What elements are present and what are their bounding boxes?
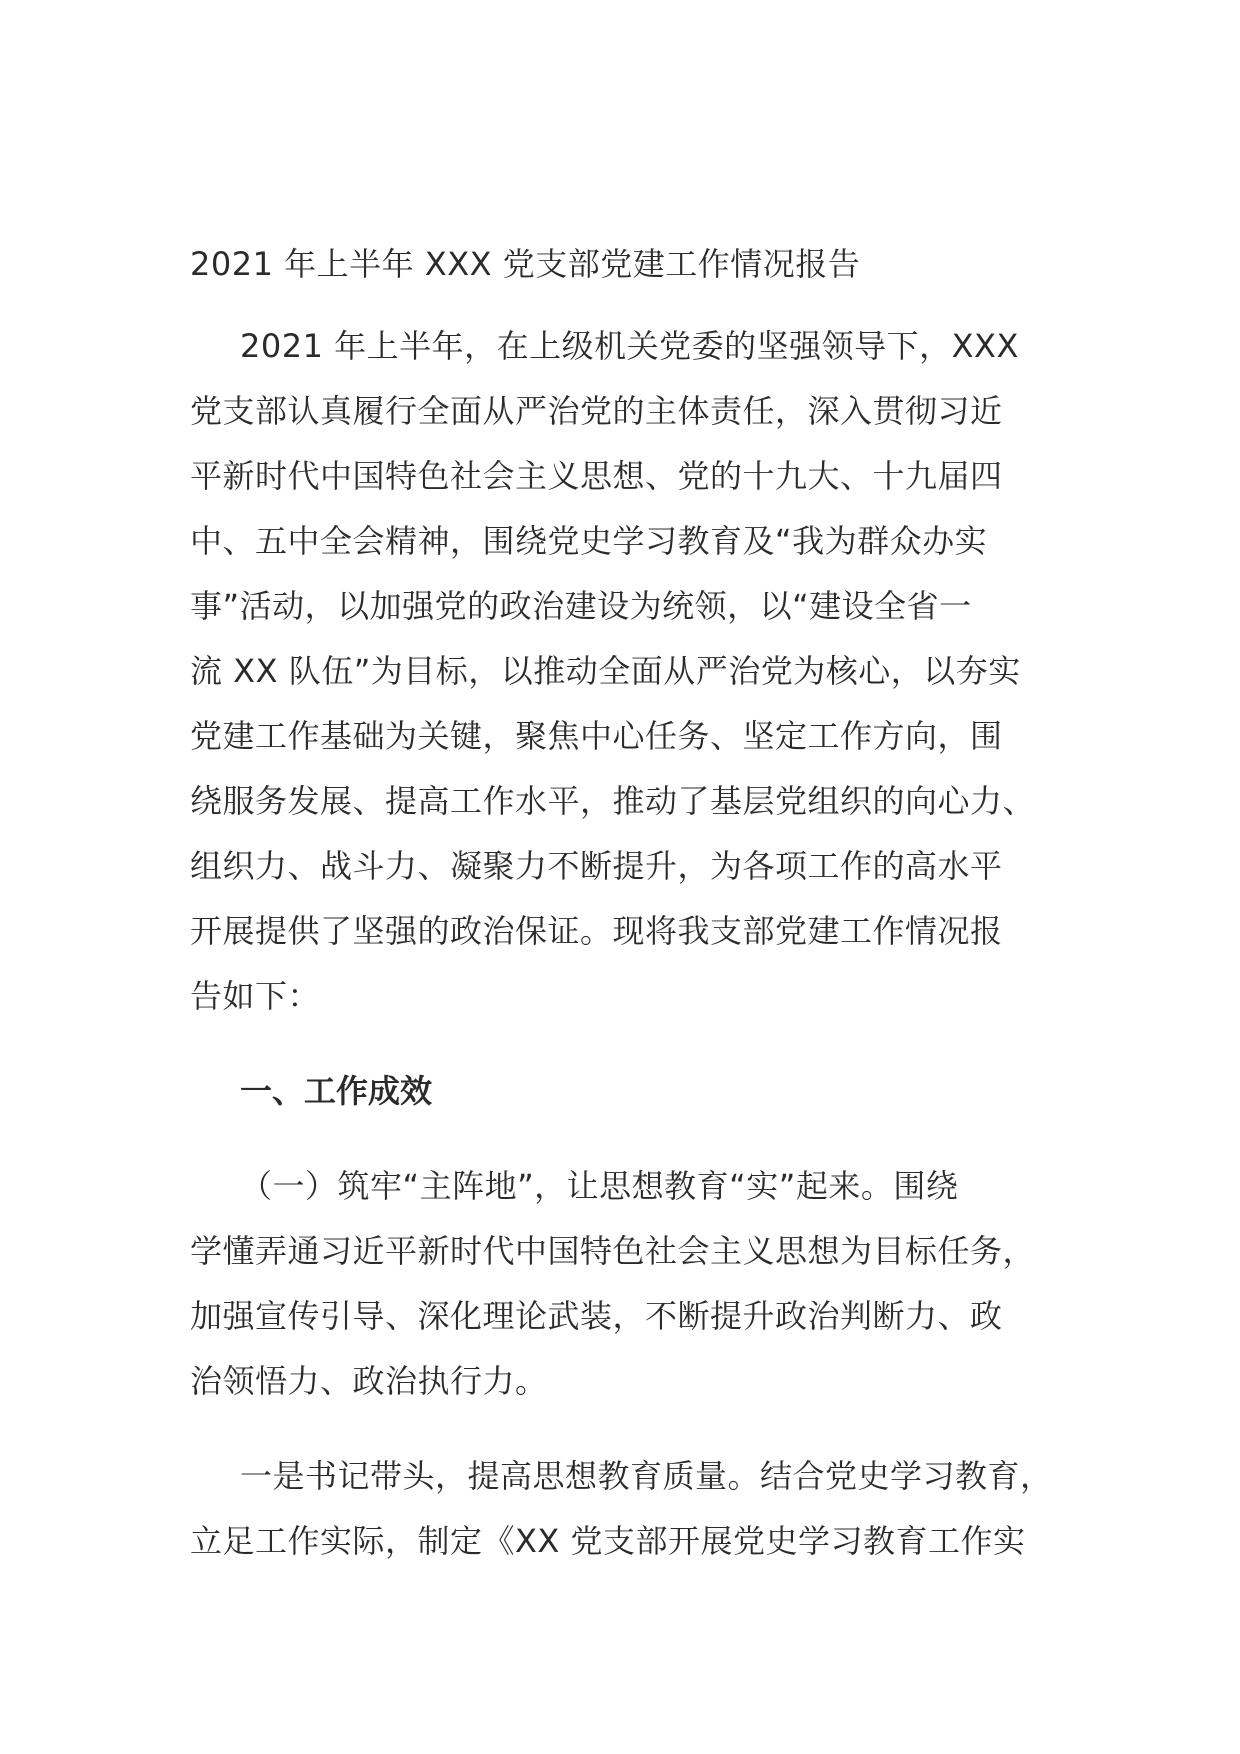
- paragraph-line: 流 XX 队伍”为目标，以推动全面从严治党为核心，以夯实: [190, 652, 1021, 690]
- paragraph-line: 组织力、战斗力、凝聚力不断提升，为各项工作的高水平: [190, 847, 1003, 885]
- section-heading: 一、工作成效: [240, 1072, 433, 1110]
- paragraph-line: 加强宣传引导、深化理论武装，不断提升政治判断力、政: [190, 1297, 1003, 1335]
- paragraph-line: 一是书记带头，提高思想教育质量。结合党史学习教育，: [240, 1457, 1053, 1495]
- paragraph-line: 2021 年上半年，在上级机关党委的坚强领导下，XXX: [240, 327, 1019, 365]
- paragraph-line: 党支部认真履行全面从严治党的主体责任，深入贯彻习近: [190, 392, 1003, 430]
- document-title: 2021 年上半年 XXX 党支部党建工作情况报告: [190, 245, 861, 283]
- point-paragraph: [190, 1444, 1060, 1574]
- paragraph-line: 党建工作基础为关键，聚焦中心任务、坚定工作方向，围: [190, 717, 1003, 755]
- subsection-paragraph: [190, 1154, 1060, 1414]
- paragraph-spacer: [190, 1029, 1060, 1059]
- paragraph-line: （一）筑牢“主阵地”，让思想教育“实”起来。围绕: [240, 1167, 959, 1205]
- paragraph-spacer: [190, 1414, 1060, 1444]
- paragraph-line: 事”活动，以加强党的政治建设为统领，以“建设全省一: [190, 587, 972, 625]
- paragraph-line: 平新时代中国特色社会主义思想、党的十九大、十九届四: [190, 457, 1003, 495]
- intro-paragraph: [190, 314, 1060, 1029]
- paragraph-line: 告如下：: [190, 977, 321, 1015]
- paragraph-line: 学懂弄通习近平新时代中国特色社会主义思想为目标任务，: [190, 1232, 1036, 1270]
- paragraph-line: 开展提供了坚强的政治保证。现将我支部党建工作情况报: [190, 912, 1003, 950]
- paragraph-line: 中、五中全会精神，围绕党史学习教育及“我为群众办实: [190, 522, 988, 560]
- paragraph-line: 绕服务发展、提高工作水平，推动了基层党组织的向心力、: [190, 782, 1036, 820]
- paragraph-spacer: [190, 1124, 1060, 1154]
- paragraph-line: 治领悟力、政治执行力。: [190, 1362, 548, 1400]
- paragraph-line: 立足工作实际，制定《XX 党支部开展党史学习教育工作实: [190, 1522, 1026, 1560]
- document-body: [190, 232, 1060, 1574]
